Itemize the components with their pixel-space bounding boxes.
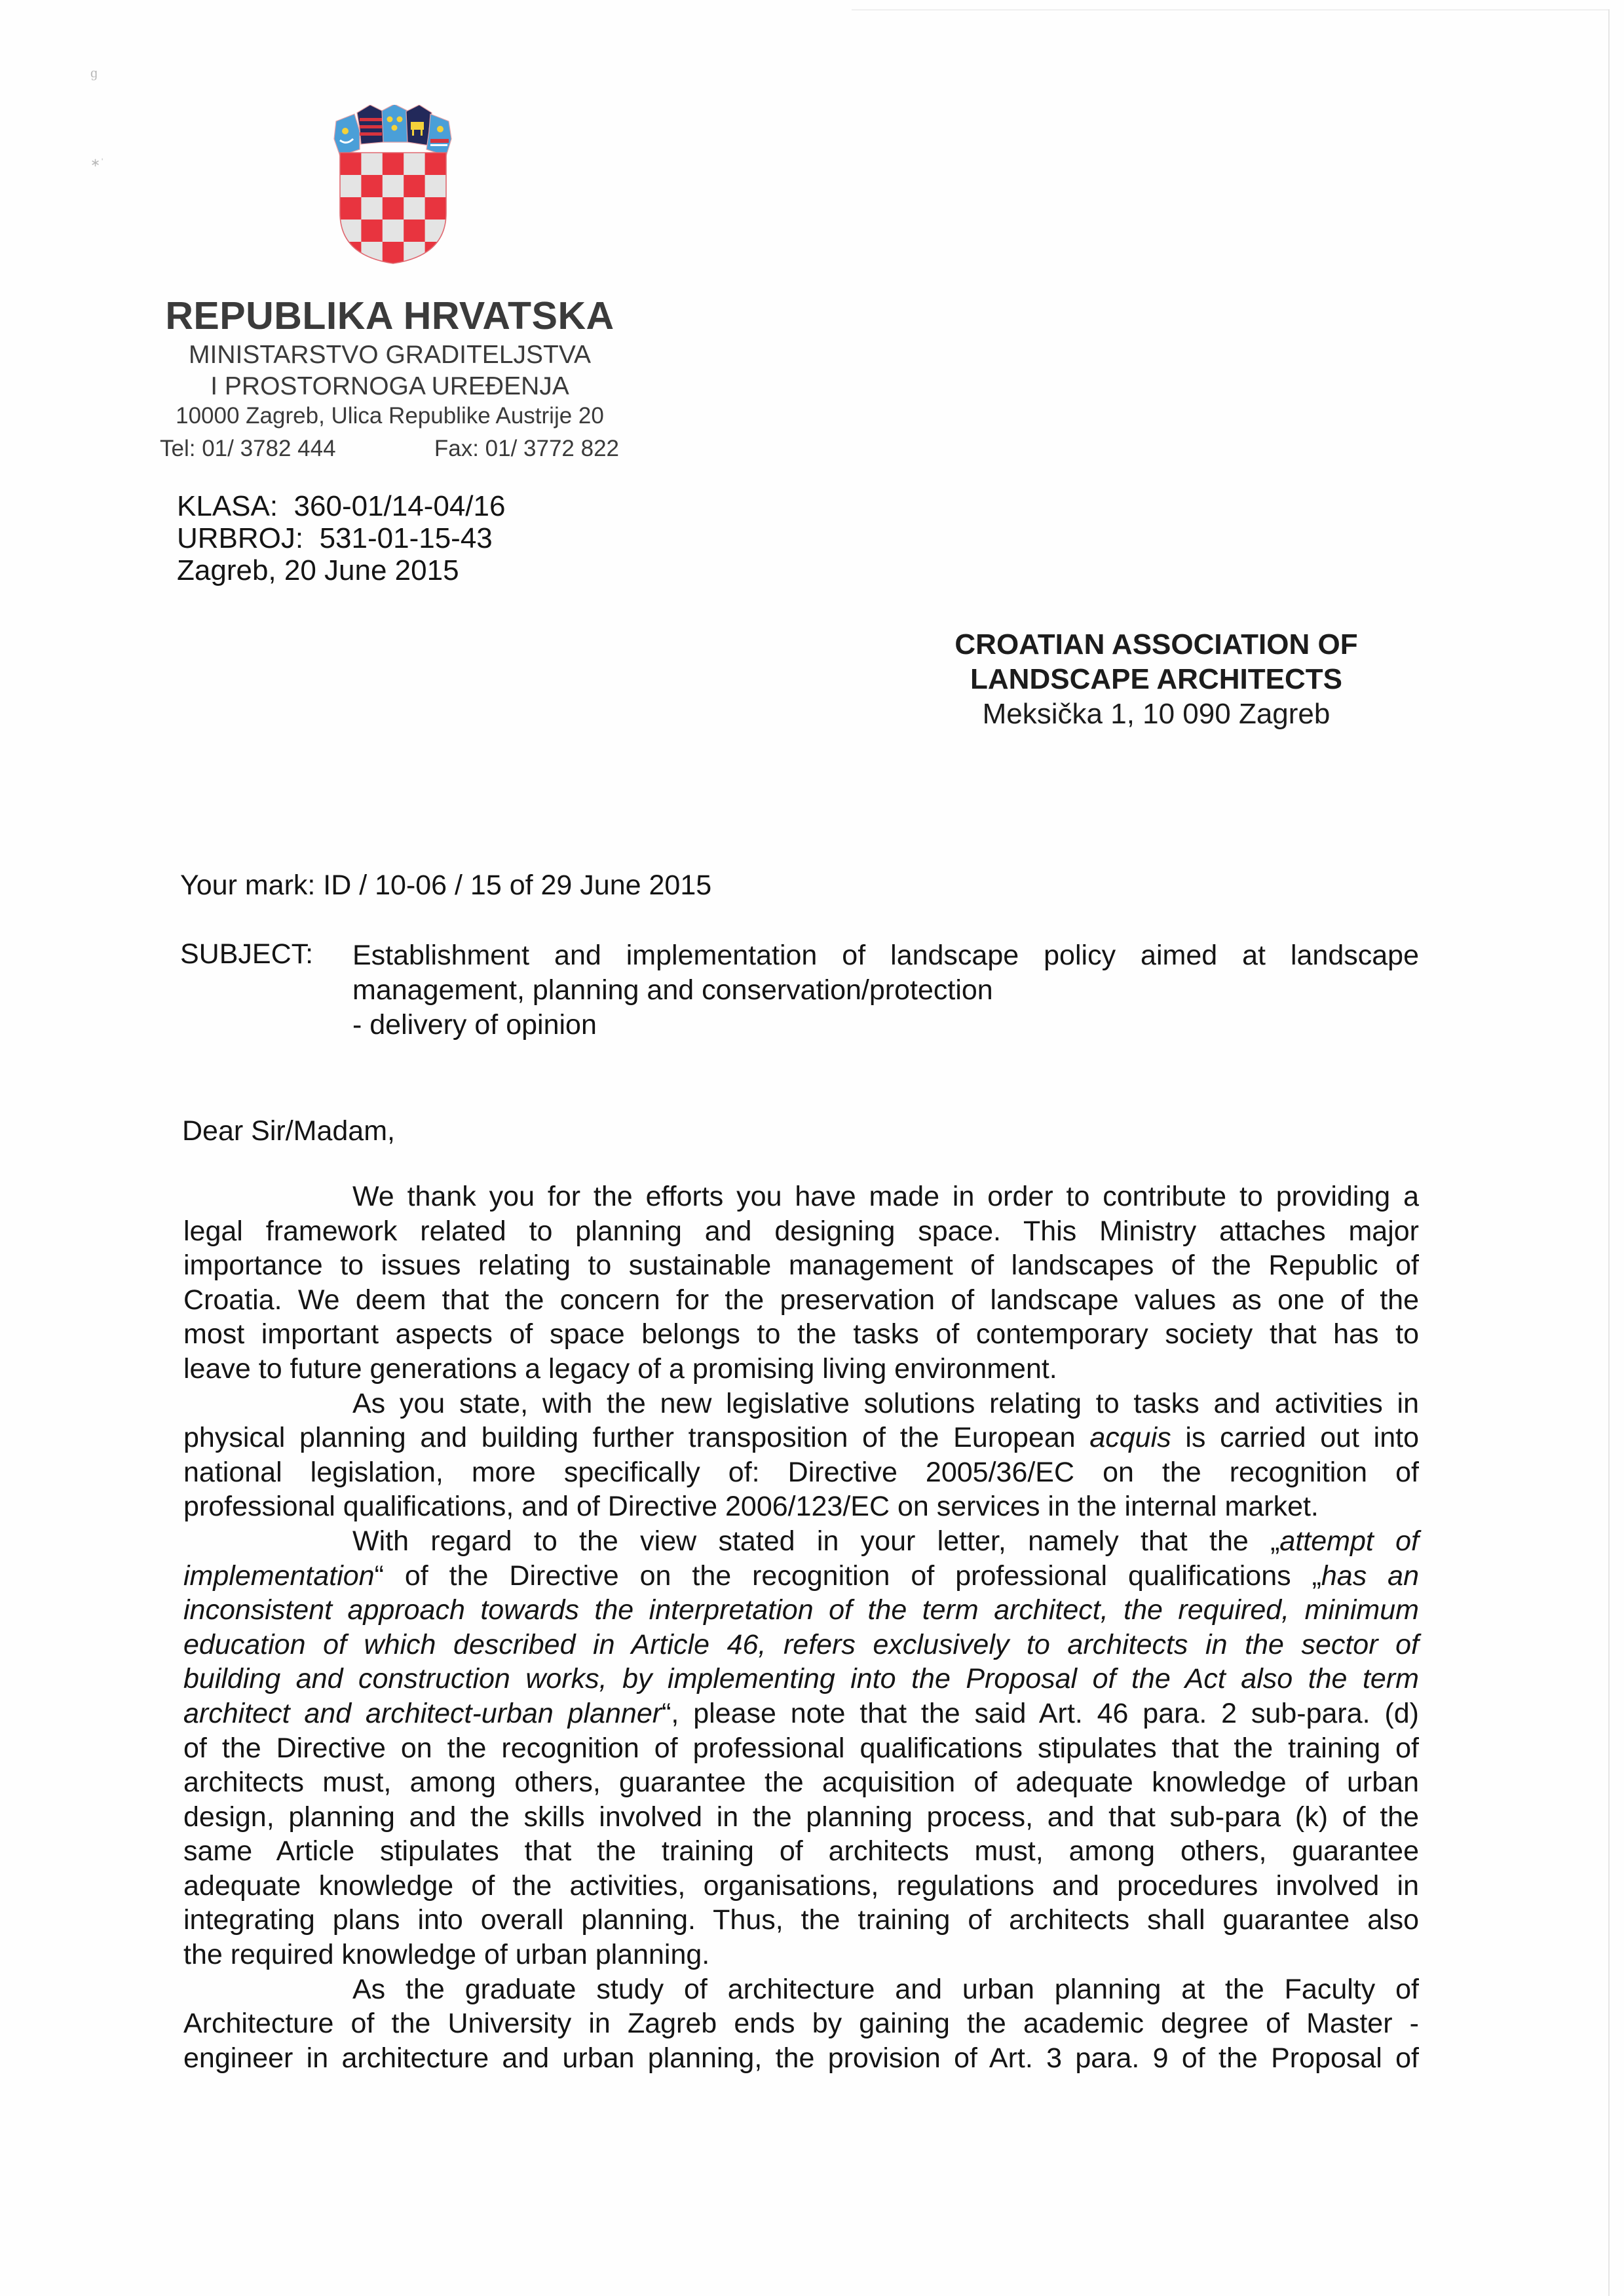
subject-line: - delivery of opinion bbox=[352, 1009, 597, 1041]
body-text-italic: implementation bbox=[183, 1559, 375, 1592]
recipient-address: Meksička 1, 10 090 Zagreb bbox=[982, 698, 1331, 730]
body-line: legal framework related to planning and designing space. This Ministry attaches major bbox=[183, 1215, 1419, 1247]
subject-text bbox=[352, 938, 1419, 1043]
body-line: integrating plans into overall planning. Thus, the training of architects shall guarantee also bbox=[183, 1904, 1419, 1936]
body-text-italic: attempt of bbox=[1279, 1525, 1419, 1557]
recipient-name-line1: CROATIAN ASSOCIATION OF bbox=[954, 628, 1358, 660]
body-line: importance to issues relating to sustainable management of landscapes of the Republic of bbox=[183, 1250, 1419, 1282]
letterhead-tel: Tel: 01/ 3782 444 bbox=[160, 436, 336, 461]
letter-body bbox=[183, 1179, 1419, 2075]
body-text: “, please note that the said Art. 46 para. 2 sub-para. (d) bbox=[662, 1697, 1419, 1729]
body-line bbox=[183, 1559, 1419, 1594]
body-line: Croatia. We deem that the concern for the preservation of landscape values as one of the bbox=[183, 1284, 1419, 1316]
letterhead-ministry-line1: MINISTARSTVO GRADITELJSTVA bbox=[189, 341, 591, 369]
body-text-italic: inconsistent approach towards the interpretation of the term architect, the required, minimum bbox=[183, 1594, 1419, 1626]
body-text: With regard to the view stated in your letter, namely that the „ bbox=[352, 1525, 1280, 1557]
body-line: As you state, with the new legislative solutions relating to tasks and activities in bbox=[352, 1387, 1419, 1419]
body-text: is carried out into bbox=[1171, 1422, 1419, 1454]
recipient-block bbox=[871, 627, 1441, 731]
urbroj: URBROJ: 531-01-15-43 bbox=[177, 522, 493, 554]
scan-mark: ɡ bbox=[90, 64, 98, 81]
body-line: of the Directive on the recognition of professional qualifications stipulates that the training of bbox=[183, 1732, 1419, 1764]
body-line bbox=[183, 1524, 1419, 1559]
body-line: the required knowledge of urban planning. bbox=[183, 1939, 710, 1971]
scan-edge-right bbox=[1608, 9, 1610, 2296]
body-line bbox=[183, 1696, 1419, 1731]
body-line: same Article stipulates that the training of architects must, among others, guarantee bbox=[183, 1835, 1419, 1867]
body-line: architects must, among others, guarantee the acquisition of adequate knowledge of urban bbox=[183, 1767, 1419, 1799]
reference-block bbox=[177, 490, 505, 586]
subject-line: Establishment and implementation of landscape policy aimed at landscape bbox=[352, 940, 1419, 971]
scan-edge-top bbox=[852, 9, 1610, 10]
subject-label: SUBJECT: bbox=[180, 938, 314, 970]
scan-mark: ∗ˈ bbox=[90, 156, 105, 169]
body-line bbox=[183, 1421, 1419, 1455]
your-mark: Your mark: ID / 10-06 / 15 of 29 June 2015 bbox=[180, 870, 712, 901]
body-text: physical planning and building further transposition of the European bbox=[183, 1422, 1090, 1454]
body-line bbox=[183, 1628, 1419, 1662]
body-text-italic: architect and architect-urban planner bbox=[183, 1697, 662, 1729]
body-text-italic: has an bbox=[1321, 1559, 1419, 1592]
salutation: Dear Sir/Madam, bbox=[182, 1115, 395, 1147]
place-date: Zagreb, 20 June 2015 bbox=[177, 554, 459, 586]
letterhead-country: REPUBLIKA HRVATSKA bbox=[165, 294, 614, 337]
body-text: “ of the Directive on the recognition of professional qualifications „ bbox=[374, 1559, 1321, 1592]
letterhead-fax: Fax: 01/ 3772 822 bbox=[434, 436, 619, 461]
body-text-italic: education of which described in Article 46, refers exclusively to architects in the sector of bbox=[183, 1628, 1419, 1660]
body-line: professional qualifications, and of Directive 2006/123/EC on services in the internal market. bbox=[183, 1491, 1319, 1523]
body-line: most important aspects of space belongs to the tasks of contemporary society that has to bbox=[183, 1318, 1419, 1350]
body-line: national legislation, more specifically of: Directive 2005/36/EC on the recognition of bbox=[183, 1456, 1419, 1488]
body-text-italic: building and construction works, by implementing into the Proposal of the Act also the term bbox=[183, 1663, 1419, 1695]
body-line bbox=[183, 1662, 1419, 1696]
recipient-name-line2: LANDSCAPE ARCHITECTS bbox=[970, 663, 1342, 695]
subject-line: management, planning and conservation/protection bbox=[352, 974, 993, 1006]
body-line: leave to future generations a legacy of a promising living environment. bbox=[183, 1352, 1057, 1385]
klasa: KLASA: 360-01/14-04/16 bbox=[177, 490, 506, 522]
body-line: design, planning and the skills involved in the planning process, and that sub-para (k) of the bbox=[183, 1801, 1419, 1833]
body-line: engineer in architecture and urban planning, the provision of Art. 3 para. 9 of the Proposal of bbox=[183, 2042, 1419, 2074]
body-line: As the graduate study of architecture and urban planning at the Faculty of bbox=[352, 1973, 1419, 2005]
body-line bbox=[183, 1593, 1419, 1628]
body-line: Architecture of the University in Zagreb ends by gaining the academic degree of Master - bbox=[183, 2008, 1419, 2040]
body-text-italic: acquis bbox=[1089, 1422, 1171, 1454]
body-line: adequate knowledge of the activities, organisations, regulations and procedures involved in bbox=[183, 1869, 1419, 1902]
body-line: We thank you for the efforts you have made in order to contribute to providing a bbox=[352, 1181, 1419, 1212]
coat-of-arms-icon bbox=[331, 105, 455, 265]
letterhead-address: 10000 Zagreb, Ulica Republike Austrije 20 bbox=[176, 403, 604, 429]
letterhead-ministry-line2: I PROSTORNOGA UREĐENJA bbox=[210, 372, 569, 400]
